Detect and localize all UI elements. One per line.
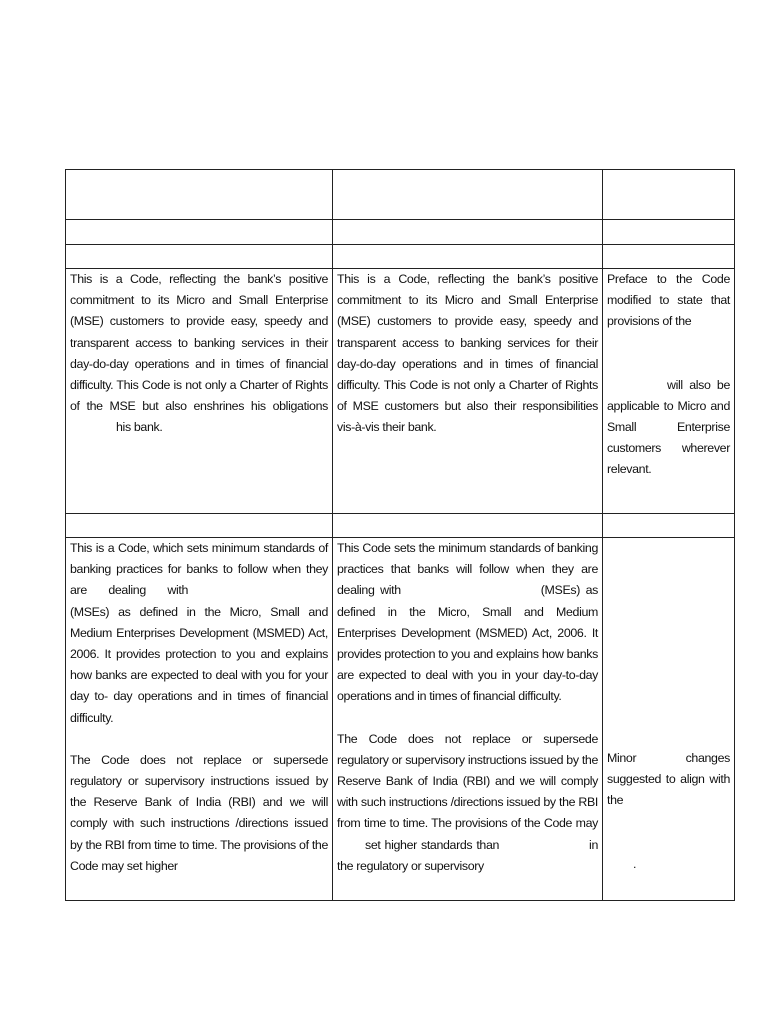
table-row [66, 514, 735, 538]
rationale-intro-end: . [633, 856, 637, 871]
table-cell [66, 269, 333, 514]
rationale-text-cont: will also be applicable to Micro and Small Enterprise customers wherever relevant. [607, 377, 730, 477]
table-row [66, 170, 735, 220]
existing-code-intro: This is a Code, which sets minimum standards of banking practices for banks to follow when they are dealing with(MSEs) as defined in the Micro, Small and Medium Enterprises Development (MSMED) Act, 2006. It provides protection to you and explains how banks are expected to deal with you for your day to- day operations and in times of financial difficulty. [70, 541, 328, 725]
existing-code-text: This is a Code, reflecting the bank’s positive commitment to its Micro and Small Enterprise (MSE) customers to provide easy, speedy and transparent access to banking services in their day-do-day operations and in times of financial difficulty. This Code is not only a Charter of Rights of the MSE but also enshrines his obligationshis bank. [70, 272, 328, 435]
table-cell [603, 170, 735, 220]
table-cell [333, 170, 603, 220]
table-cell [603, 220, 735, 245]
table-cell [66, 220, 333, 245]
table-cell [333, 538, 603, 901]
table-cell [66, 245, 333, 269]
table-row [66, 245, 735, 269]
table-cell [66, 514, 333, 538]
table-cell [603, 245, 735, 269]
revised-code-text: This is a Code, reflecting the bank’s positive commitment to its Micro and Small Enterprise (MSE) customers to provide easy, speedy and transparent access to banking services for their day-do-day operations and in times of financial difficulty. This Code is not only a Charter of Rights of MSE customers but also their responsibilities vis-à-vis their bank. [337, 272, 598, 435]
table-cell [66, 170, 333, 220]
table-cell [603, 514, 735, 538]
rationale-intro: Minor changes suggested to align with the [607, 751, 730, 808]
table-cell [333, 269, 603, 514]
existing-code-intro-2: The Code does not replace or supersede regulatory or supervisory instructions issued by the Reserve Bank of India (RBI) and we will comply with such instructions /directions issued by the RBI from time to time. The provisions of the Code may set higher [70, 752, 328, 873]
table-cell [333, 245, 603, 269]
table-cell [66, 538, 333, 901]
comparison-table [65, 169, 735, 901]
table-cell [333, 220, 603, 245]
revised-code-intro-2: The Code does not replace or supersede regulatory or supervisory instructions issued by the Reserve Bank of India (RBI) and we will comply with such instructions /directions issued by the RBI from time to time. The provisions of the Code mayset higher standards than in the regulatory or supervisory [337, 731, 598, 873]
revised-code-intro: This Code sets the minimum standards of banking practices that banks will follow when they are dealing with (MSEs) as defined in the Micro, Small and Medium Enterprises Development (MSMED) Act, 2006. It provides protection to you and explains how banks are expected to deal with you in your day-to-day operations and in times of financial difficulty. [337, 541, 598, 704]
table-row [66, 269, 735, 514]
rationale-text: Preface to the Code modified to state that provisions of the [607, 272, 730, 329]
table-row [66, 220, 735, 245]
table-cell [333, 514, 603, 538]
table-cell [603, 269, 735, 514]
table-row [66, 538, 735, 901]
table-cell [603, 538, 735, 901]
